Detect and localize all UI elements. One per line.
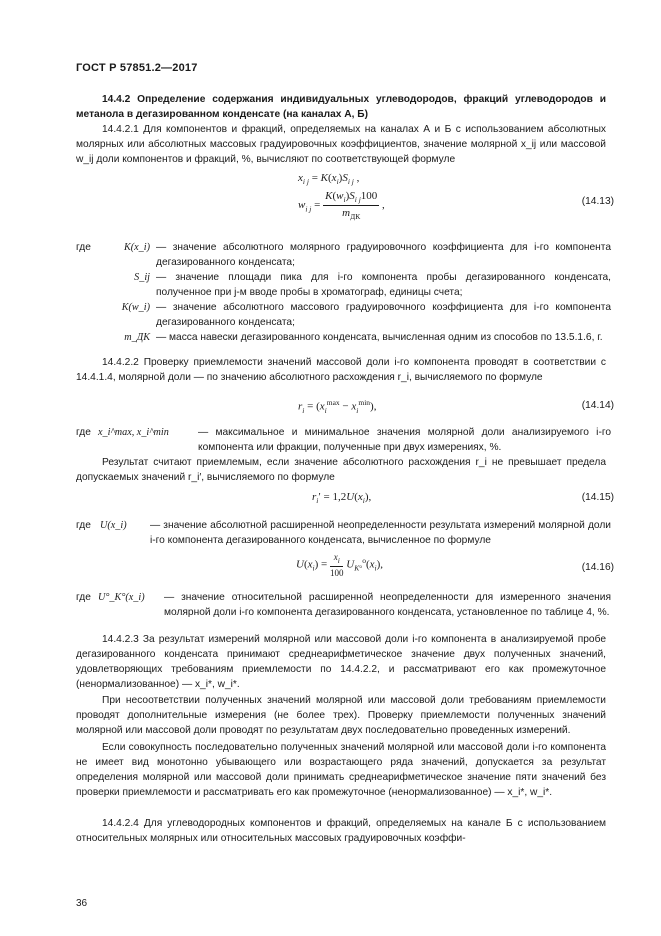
paragraph-text: 14.4.2.4 Для углеводородных компонентов и фракций, определяемых на канале Б с использованием относительных молярных или относительных массовых градуировочных коэффи-	[76, 818, 606, 844]
paragraph-text: 14.4.2.1 Для компонентов и фракций, определяемых на каналах А и Б с использованием абсолютных молярных или абсолютных массовых градуировочных коэффициентов, значение молярной x_ij или массовой w_ij доли компонентов и фракций, %, вычисляют по соответствующей формуле	[76, 124, 606, 165]
section-title: 14.4.2 Определение содержания индивидуальных углеводородов, фракций углеводородов и метанола в дегазированном конденсате (на каналах А, Б)	[76, 94, 606, 120]
where-symbol: U(x_i)	[100, 520, 127, 531]
where-definition: — значение абсолютной расширенной неопределенности результата измерений молярной доли i-го компонента дегазированного конденсата, вычисленное по формуле	[150, 520, 611, 546]
where-symbol: K(w_i)	[121, 302, 150, 313]
formula-14-14: $r_i = (x_i^{max} - x_i^{min})$,	[298, 398, 377, 415]
formula-14-16: $U(x_i)$ = $\frac{x_i}{100}$ $U_{K^\circ}^о(x_i)$,	[296, 552, 384, 578]
where-definition: — значение площади пика для i-го компонента пробы дегазированного конденсата, полученное при j-м вводе пробы в хроматограф, единицы счета;	[156, 272, 611, 298]
paragraph-14-4-2-4	[76, 816, 606, 846]
where-symbol: S_ij	[134, 272, 150, 283]
where-label: где	[76, 520, 91, 531]
paragraph-14-4-2-3	[76, 632, 606, 692]
where-list-14-15	[76, 518, 611, 550]
where-symbol: K(x_i)	[123, 242, 150, 253]
formula-number: (14.16)	[581, 562, 614, 573]
formula-number: (14.13)	[581, 196, 614, 207]
paragraph-mismatch	[76, 693, 606, 738]
formula-number: (14.15)	[581, 492, 614, 503]
doc-header: ГОСТ Р 57851.2—2017	[76, 62, 198, 74]
where-definition: — значение абсолютного массового градуировочного коэффициента для i-го компонента дегазированного конденсата;	[156, 302, 611, 328]
formula-number: (14.14)	[581, 400, 614, 411]
where-symbol: U°_K°(x_i)	[98, 592, 145, 603]
paragraph-sequence	[76, 740, 606, 800]
page-number: 36	[76, 898, 88, 909]
paragraph-text: 14.4.2.2 Проверку приемлемости значений массовой доли i-го компонента проводят в соответствии с 14.4.1.4, молярной доли — по значению абсолютного расхождения r_i, вычисляемого по формуле	[76, 357, 606, 383]
formula-14-15: $r_i' = 1,2U(x_i)$,	[312, 491, 372, 506]
paragraph-acceptance	[76, 455, 606, 485]
where-label: где	[76, 427, 91, 438]
formula-14-13: $x_{i j} = K(x_i)S_{i j}$ , $w_{i j}$ = $\frac{K(w_i)S_{i j}100}{m_{ДК}}$ ,	[298, 172, 385, 222]
paragraph-14-4-2-1	[76, 122, 606, 167]
where-label: где	[76, 242, 91, 253]
where-definition: — значение относительной расширенной неопределенности для измеренного значения молярной доли i-го компонента дегазированного конденсата, установленное по таблице 4, %.	[164, 592, 611, 618]
where-list-14-14	[76, 425, 611, 457]
where-label: где	[76, 592, 91, 603]
where-definition: — максимальное и минимальное значения молярной доли анализируемого i-го компонента или фракции, полученные при двух измерениях, %.	[198, 427, 611, 453]
where-definition: — значение абсолютного молярного градуировочного коэффициента для i-го компонента дегазированного конденсата;	[156, 242, 611, 268]
where-list-14-13	[76, 240, 611, 355]
where-symbol: m_ДК	[124, 332, 150, 343]
paragraph-text: Результат считают приемлемым, если значение абсолютного расхождения r_i не превышает предела допускаемых значений r_i′, вычисляемого по формуле	[76, 457, 606, 483]
paragraph-text: 14.4.2.3 За результат измерений молярной или массовой доли i-го компонента в анализируемой пробе дегазированного конденсата принимают среднеарифметическое значение двух полученных значений, удовлетворяющих требованиям приемлемости по 14.4.2.2, и рассматривают его как промежуточное (ненормализованное) — x_i*, w_i*.	[76, 634, 606, 690]
paragraph-text: Если совокупность последовательно полученных значений молярной или массовой доли i-го компонента не имеет вид монотонно убывающего или возрастающего ряда значений, допускается за результат определения молярной или массовой доли принимать среднеарифметическое значение пяти значений без проверки приемлемости и рассматривать его как промежуточное (ненормализованное) — x_i*, w_i*.	[76, 742, 606, 798]
paragraph-14-4-2-2	[76, 355, 606, 385]
section-title-block	[76, 92, 606, 122]
where-definition: — масса навески дегазированного конденсата, вычисленная одним из способов по 13.5.1.6, г.	[156, 332, 603, 343]
paragraph-text: При несоответствии полученных значений молярной или массовой доли требованиям приемлемости проводят дополнительные измерения (не более трех). Проверку приемлемости полученных значений молярной или массовой доли проводят по результатам двух последовательно проведенных измерений.	[76, 695, 606, 736]
where-symbol: x_i^max, x_i^min	[98, 427, 169, 438]
where-list-14-16	[76, 590, 611, 635]
